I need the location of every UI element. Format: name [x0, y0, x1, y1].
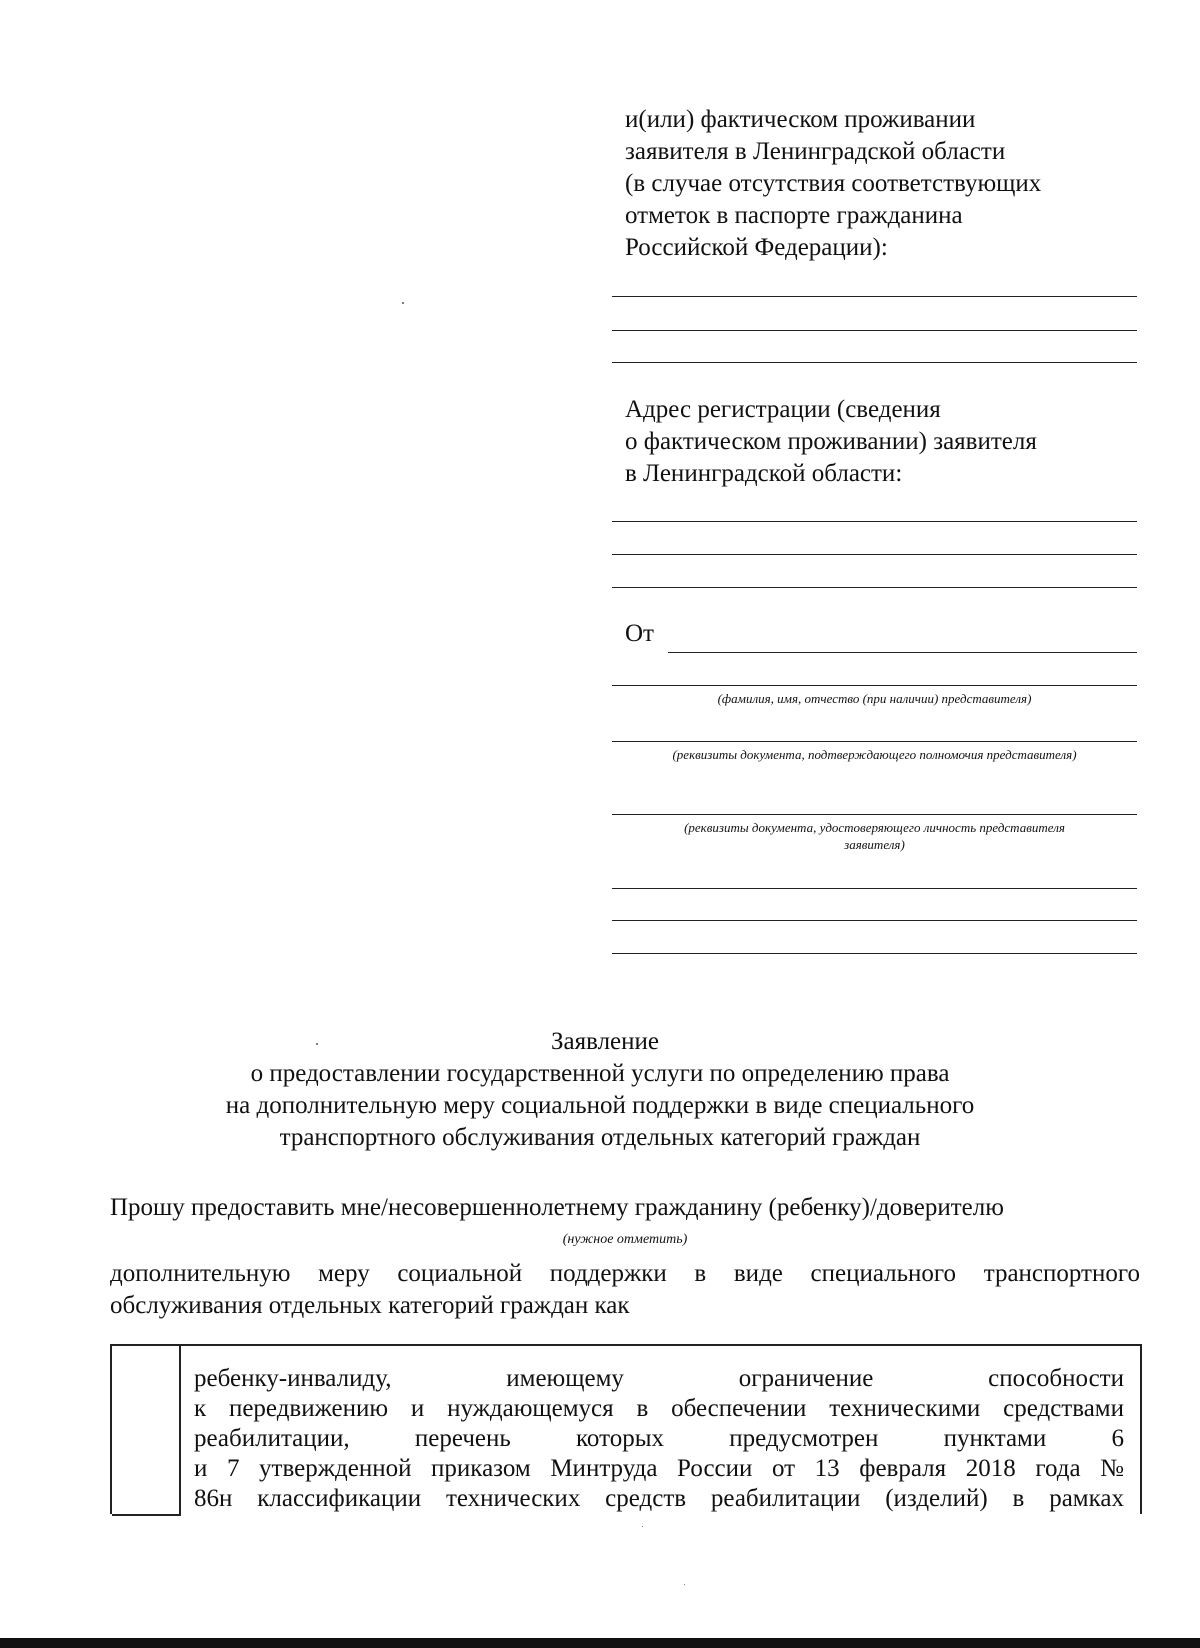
caption-identity-line: (реквизиты документа, удостоверяющего личность представителя — [684, 820, 1065, 835]
caption-identity-line: заявителя) — [844, 837, 905, 852]
address-line: о фактическом проживании) заявителя — [625, 428, 1037, 455]
from-name-fill-line[interactable] — [612, 685, 1137, 686]
caption-authority-doc: (реквизиты документа, подтверждающего полномочия представителя) — [672, 747, 1077, 762]
title-line: на дополнительную меру социальной поддержки в виде специального — [225, 1092, 975, 1119]
scan-speck — [402, 302, 404, 304]
from-name-fill-line[interactable] — [668, 652, 1137, 653]
address-line: в Ленинградской области: — [625, 460, 903, 487]
address-fill-line[interactable] — [612, 587, 1137, 588]
address-header — [625, 394, 1095, 490]
scan-speck — [684, 1584, 685, 1585]
identity-doc-fill-line[interactable] — [612, 814, 1137, 815]
authority-doc-fill-line[interactable] — [612, 741, 1137, 742]
header-line: Российской Федерации): — [625, 234, 888, 261]
option-text-line: реабилитации, перечень которых предусмотрен пунктами 6 — [194, 1425, 1124, 1452]
residence-fill-line[interactable] — [612, 362, 1137, 363]
scan-speck — [642, 1526, 643, 1527]
extra-fill-line[interactable] — [612, 888, 1137, 889]
header-line: отметок в паспорте гражданина — [625, 202, 963, 229]
header-line: заявителя в Ленинградской области — [625, 138, 1006, 165]
extra-fill-line[interactable] — [612, 953, 1137, 954]
request-line-3: обслуживания отдельных категорий граждан как — [110, 1292, 630, 1319]
request-line-2: дополнительную меру социальной поддержки в виде специального транспортного — [110, 1260, 1140, 1287]
from-label: От — [625, 620, 654, 647]
scan-speck — [316, 1043, 318, 1045]
header-line: и(или) фактическом проживании — [625, 106, 976, 133]
address-fill-line[interactable] — [612, 521, 1137, 522]
header-line: (в случае отсутствия соответствующих — [625, 170, 1042, 197]
option-text-line: ребенку-инвалиду, имеющему ограничение способности — [194, 1365, 1124, 1392]
application-title — [0, 1026, 1200, 1154]
caption-representative-name: (фамилия, имя, отчество (при наличии) представителя) — [717, 691, 1032, 706]
title-line: Заявление — [550, 1028, 660, 1055]
address-line: Адрес регистрации (сведения — [625, 396, 941, 423]
option-text-line: и 7 утвержденной приказом Минтруда России от 13 февраля 2018 года № — [194, 1455, 1124, 1482]
option-table — [110, 1344, 1142, 1514]
option-text-line: 86н классификации технических средств реабилитации (изделий) в рамках — [194, 1485, 1124, 1512]
caption-identity-doc — [612, 819, 1137, 853]
request-line-1: Прошу предоставить мне/несовершеннолетнему гражданину (ребенку)/доверителю — [110, 1194, 1004, 1221]
residence-fill-line[interactable] — [612, 330, 1137, 331]
option-text — [194, 1364, 1124, 1514]
request-note: (нужное отметить) — [562, 1232, 688, 1247]
scan-edge — [0, 1638, 1200, 1648]
title-line: о предоставлении государственной услуги по определению права — [250, 1060, 950, 1087]
address-fill-line[interactable] — [612, 554, 1137, 555]
option-checkbox-cell[interactable] — [112, 1346, 181, 1516]
extra-fill-line[interactable] — [612, 920, 1137, 921]
residence-fill-line[interactable] — [612, 296, 1137, 297]
residence-header — [625, 104, 1095, 264]
option-text-line: к передвижению и нуждающемуся в обеспечении техническими средствами — [194, 1395, 1124, 1422]
title-line: транспортного обслуживания отдельных категорий граждан — [279, 1124, 921, 1151]
